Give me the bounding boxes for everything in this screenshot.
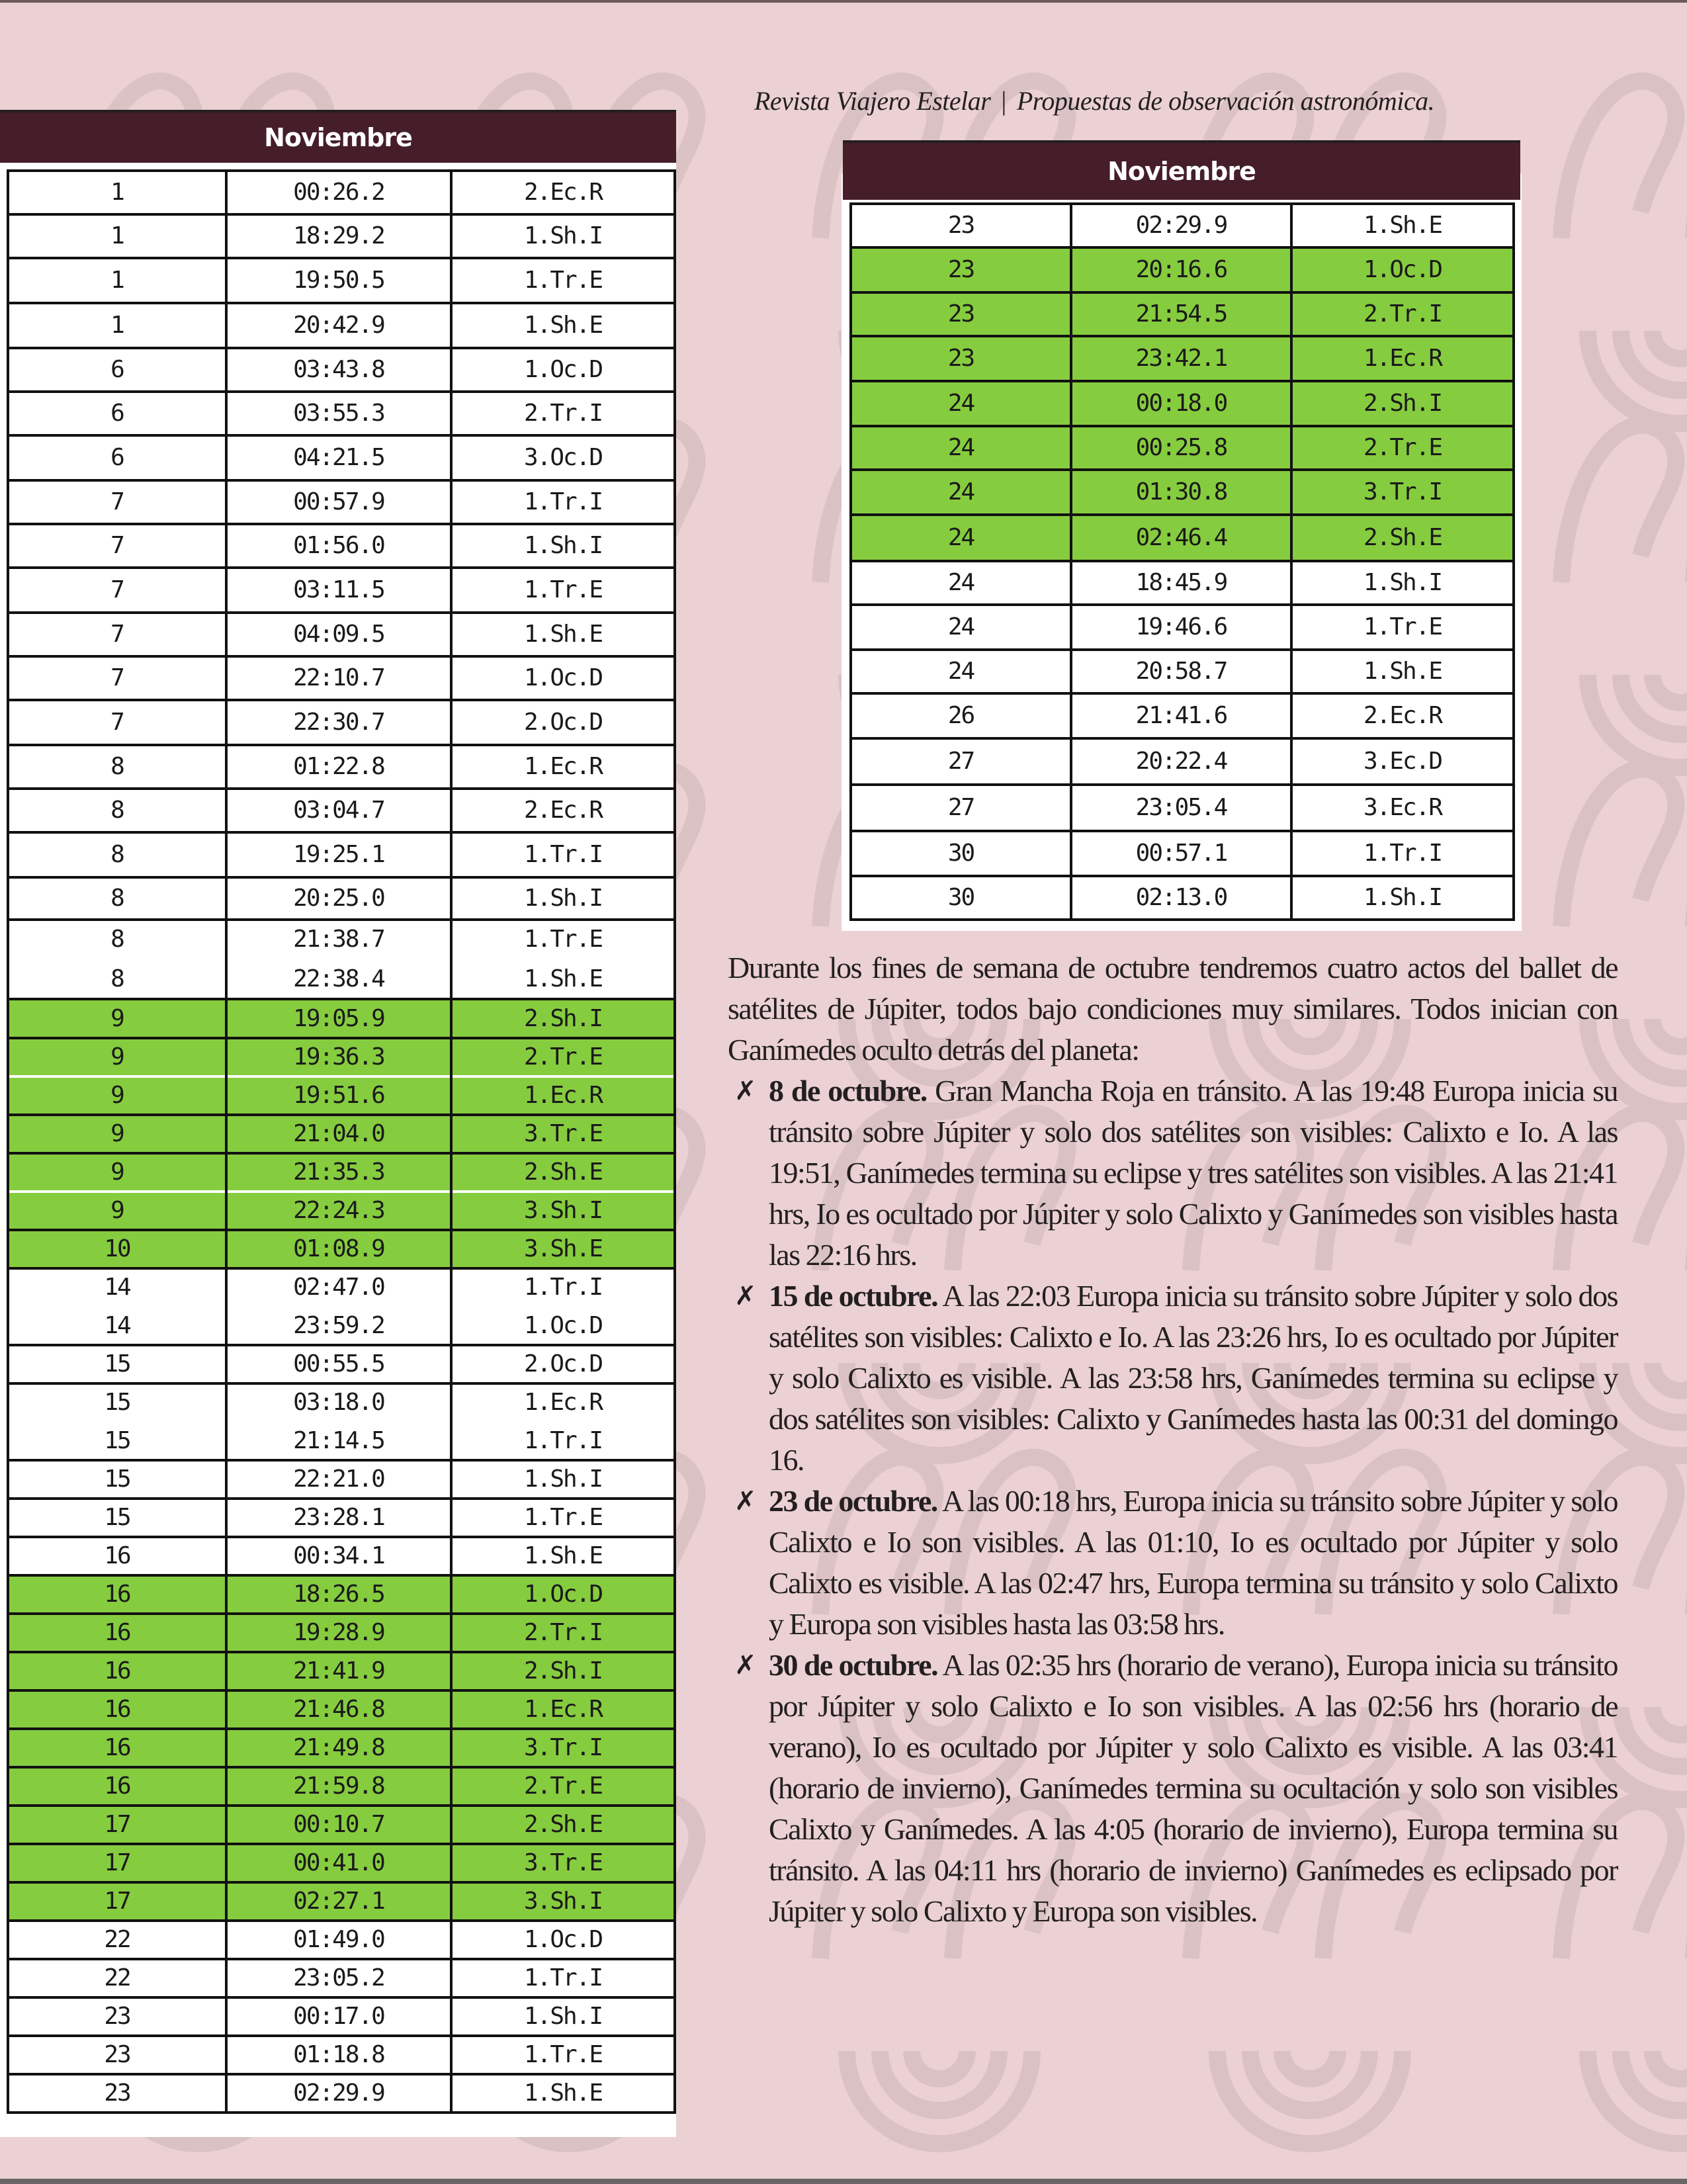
table-row (8, 1806, 675, 1844)
day-cell: 8 (8, 745, 226, 789)
time-cell: 02:46.4 (1071, 515, 1291, 561)
day-cell: 8 (8, 920, 226, 959)
event-cell: 1.Tr.E (451, 568, 675, 613)
running-head-separator: | (1001, 86, 1006, 116)
event-cell: 1.Sh.I (1291, 876, 1514, 920)
day-cell: 9 (8, 1153, 226, 1192)
event-cell: 1.Sh.I (451, 1997, 675, 2036)
table-row (8, 1383, 675, 1422)
time-cell: 19:46.6 (1071, 605, 1291, 650)
table-row (8, 1729, 675, 1767)
watermark-spiral (1653, 1019, 1687, 1047)
section-name: Propuestas de observación astronómica. (1016, 86, 1435, 116)
event-cell: 1.Tr.E (451, 258, 675, 303)
day-cell: 8 (8, 877, 226, 920)
watermark-arch (1561, 769, 1676, 926)
day-cell: 23 (8, 2074, 226, 2113)
table-row (851, 336, 1514, 381)
table-row (851, 381, 1514, 426)
day-cell: 7 (8, 524, 226, 568)
left-table-title: Noviembre (264, 123, 412, 152)
event-item (728, 1645, 1618, 1932)
table-row (8, 832, 675, 877)
table-row (851, 876, 1514, 920)
event-cell: 3.Sh.E (451, 1230, 675, 1268)
time-cell: 23:59.2 (226, 1307, 451, 1345)
time-cell: 03:04.7 (226, 789, 451, 832)
event-cell: 3.Tr.I (451, 1729, 675, 1767)
running-head (754, 85, 1575, 118)
time-cell: 02:27.1 (226, 1882, 451, 1921)
day-cell: 24 (851, 381, 1071, 426)
watermark-spiral (1653, 675, 1687, 703)
table-row (8, 1499, 675, 1537)
time-cell: 01:22.8 (226, 745, 451, 789)
day-cell: 26 (851, 693, 1071, 738)
event-cell: 2.Sh.I (451, 999, 675, 1038)
time-cell: 00:57.9 (226, 480, 451, 524)
table-row (8, 1614, 675, 1652)
event-cell: 1.Oc.D (451, 1921, 675, 1959)
event-date: 15 de octubre. (769, 1279, 938, 1313)
time-cell: 03:55.3 (226, 392, 451, 435)
table-row (8, 1422, 675, 1460)
x-mark-icon: ✗ (734, 1076, 756, 1106)
day-cell: 14 (8, 1268, 226, 1307)
event-cell: 3.Sh.I (451, 1882, 675, 1921)
time-cell: 00:18.0 (1071, 381, 1291, 426)
time-cell: 22:10.7 (226, 656, 451, 700)
article-body (728, 947, 1618, 1932)
event-cell: 2.Ec.R (1291, 693, 1514, 738)
day-cell: 10 (8, 1230, 226, 1268)
time-cell: 19:25.1 (226, 832, 451, 877)
table-row (8, 392, 675, 435)
page-bottom-border (0, 2179, 1687, 2184)
day-cell: 16 (8, 1767, 226, 1806)
time-cell: 21:41.9 (226, 1652, 451, 1690)
event-cell: 1.Sh.I (451, 524, 675, 568)
day-cell: 27 (851, 738, 1071, 785)
time-cell: 03:11.5 (226, 568, 451, 613)
event-cell: 2.Tr.I (451, 1614, 675, 1652)
day-cell: 27 (851, 785, 1071, 831)
day-cell: 8 (8, 832, 226, 877)
day-cell: 30 (851, 831, 1071, 876)
day-cell: 6 (8, 392, 226, 435)
table-row (851, 738, 1514, 785)
time-cell: 00:55.5 (226, 1345, 451, 1383)
table-row (8, 613, 675, 656)
event-cell: 2.Sh.I (451, 1652, 675, 1690)
event-cell: 2.Ec.R (451, 789, 675, 832)
table-row (8, 877, 675, 920)
time-cell: 19:28.9 (226, 1614, 451, 1652)
time-cell: 00:25.8 (1071, 426, 1291, 470)
event-cell: 1.Oc.D (451, 1575, 675, 1614)
day-cell: 7 (8, 656, 226, 700)
table-row (8, 1230, 675, 1268)
event-cell: 1.Sh.I (451, 214, 675, 258)
table-row (8, 1767, 675, 1806)
right-ephemeris-table (849, 202, 1515, 921)
table-row (8, 1690, 675, 1729)
event-cell: 1.Sh.I (451, 877, 675, 920)
time-cell: 00:10.7 (226, 1806, 451, 1844)
day-cell: 9 (8, 1038, 226, 1076)
time-cell: 21:35.3 (226, 1153, 451, 1192)
time-cell: 01:56.0 (226, 524, 451, 568)
event-cell: 2.Tr.I (1291, 292, 1514, 336)
table-row (8, 1038, 675, 1076)
watermark-spiral (1653, 1363, 1687, 1391)
time-cell: 22:38.4 (226, 959, 451, 999)
table-row (8, 656, 675, 700)
table-row (8, 1192, 675, 1230)
time-cell: 04:09.5 (226, 613, 451, 656)
event-cell: 1.Tr.I (451, 832, 675, 877)
watermark-arch (1561, 425, 1676, 582)
table-row (8, 999, 675, 1038)
event-cell: 1.Tr.I (1291, 831, 1514, 876)
event-cell: 2.Oc.D (451, 700, 675, 745)
table-row (851, 605, 1514, 650)
day-cell: 7 (8, 480, 226, 524)
event-cell: 1.Tr.I (451, 1268, 675, 1307)
table-row (8, 1115, 675, 1153)
time-cell: 21:41.6 (1071, 693, 1291, 738)
day-cell: 8 (8, 959, 226, 999)
article-intro: Durante los fines de semana de octubre tendremos cuatro actos del ballet de satélites de Júpiter, todos bajo condiciones muy similares. Todos inician con Ganímedes oculto detrás del planeta: (728, 951, 1618, 1067)
event-cell: 1.Tr.E (451, 1499, 675, 1537)
day-cell: 8 (8, 789, 226, 832)
day-cell: 7 (8, 568, 226, 613)
time-cell: 01:30.8 (1071, 470, 1291, 515)
event-cell: 3.Sh.I (451, 1192, 675, 1230)
table-row (851, 470, 1514, 515)
time-cell: 03:18.0 (226, 1383, 451, 1422)
day-cell: 24 (851, 605, 1071, 650)
table-row (8, 1345, 675, 1383)
day-cell: 1 (8, 303, 226, 348)
time-cell: 19:05.9 (226, 999, 451, 1038)
day-cell: 9 (8, 1115, 226, 1153)
time-cell: 21:49.8 (226, 1729, 451, 1767)
x-mark-icon: ✗ (734, 1650, 756, 1681)
table-row (8, 1882, 675, 1921)
event-cell: 2.Ec.R (451, 171, 675, 214)
table-row (851, 204, 1514, 247)
table-row (8, 1652, 675, 1690)
time-cell: 21:54.5 (1071, 292, 1291, 336)
event-cell: 2.Oc.D (451, 1345, 675, 1383)
time-cell: 18:29.2 (226, 214, 451, 258)
event-cell: 1.Sh.E (451, 2074, 675, 2113)
table-row (8, 1307, 675, 1345)
table-row (8, 1460, 675, 1499)
event-cell: 1.Sh.E (451, 303, 675, 348)
day-cell: 24 (851, 561, 1071, 605)
event-text: A las 22:03 Europa inicia su tránsito sobre Júpiter y solo dos satélites son visibles: Calixto e Io. A las 23:26 hrs, Io es ocultado por Júpiter y solo Calixto es visible. A las 23:58 hrs, Ganímedes termina su eclipse y dos satélites son visibles: Calixto y Ganímedes hasta las 00:31 del domingo 16. (769, 1279, 1618, 1477)
event-item (728, 1070, 1618, 1276)
event-cell: 2.Tr.E (451, 1767, 675, 1806)
watermark-arch (1561, 81, 1676, 238)
time-cell: 19:36.3 (226, 1038, 451, 1076)
event-date: 30 de octubre. (769, 1648, 938, 1682)
event-cell: 2.Sh.I (1291, 381, 1514, 426)
time-cell: 23:42.1 (1071, 336, 1291, 381)
event-cell: 3.Ec.D (1291, 738, 1514, 785)
right-table-title: Noviembre (1107, 157, 1256, 186)
table-row (8, 700, 675, 745)
event-text: Gran Mancha Roja en tránsito. A las 19:48 Europa inicia su tránsito sobre Júpiter y solo dos satélites son visibles: Calixto e Io. A las 19:51, Ganímedes termina su eclipse y tres satélites son visibles. A las 21:41 hrs, Io es ocultado por Júpiter y solo Calixto y Ganímedes son visibles hasta las 22:16 hrs. (769, 1074, 1618, 1272)
watermark-spiral (1653, 331, 1687, 359)
time-cell: 00:26.2 (226, 171, 451, 214)
table-row (8, 524, 675, 568)
table-row (8, 258, 675, 303)
day-cell: 6 (8, 348, 226, 392)
day-cell: 16 (8, 1729, 226, 1767)
table-row (8, 480, 675, 524)
day-cell: 7 (8, 613, 226, 656)
event-cell: 2.Tr.I (451, 392, 675, 435)
event-cell: 1.Sh.E (451, 613, 675, 656)
time-cell: 22:21.0 (226, 1460, 451, 1499)
day-cell: 22 (8, 1921, 226, 1959)
table-row (8, 1959, 675, 1997)
table-row (8, 959, 675, 999)
time-cell: 21:46.8 (226, 1690, 451, 1729)
table-row (8, 1153, 675, 1192)
day-cell: 6 (8, 435, 226, 480)
time-cell: 01:49.0 (226, 1921, 451, 1959)
day-cell: 30 (851, 876, 1071, 920)
day-cell: 9 (8, 1192, 226, 1230)
table-row (8, 435, 675, 480)
table-row (851, 515, 1514, 561)
event-cell: 1.Tr.I (451, 1422, 675, 1460)
time-cell: 02:29.9 (226, 2074, 451, 2113)
time-cell: 23:05.2 (226, 1959, 451, 1997)
event-cell: 2.Tr.E (1291, 426, 1514, 470)
event-cell: 1.Sh.E (1291, 204, 1514, 247)
event-cell: 1.Ec.R (451, 745, 675, 789)
day-cell: 24 (851, 515, 1071, 561)
time-cell: 03:43.8 (226, 348, 451, 392)
table-row (851, 247, 1514, 292)
day-cell: 24 (851, 650, 1071, 693)
time-cell: 22:24.3 (226, 1192, 451, 1230)
magazine-name: Revista Viajero Estelar (754, 86, 991, 116)
table-row (851, 693, 1514, 738)
day-cell: 23 (8, 1997, 226, 2036)
day-cell: 1 (8, 214, 226, 258)
event-cell: 1.Oc.D (451, 348, 675, 392)
time-cell: 20:42.9 (226, 303, 451, 348)
table-row (851, 561, 1514, 605)
day-cell: 23 (851, 247, 1071, 292)
day-cell: 23 (851, 292, 1071, 336)
day-cell: 7 (8, 700, 226, 745)
table-row (8, 1997, 675, 2036)
time-cell: 20:22.4 (1071, 738, 1291, 785)
table-row (8, 568, 675, 613)
time-cell: 00:41.0 (226, 1844, 451, 1882)
event-date: 8 de octubre. (769, 1074, 927, 1108)
day-cell: 16 (8, 1537, 226, 1575)
table-row (8, 2074, 675, 2113)
table-row (8, 1921, 675, 1959)
watermark-spiral (1653, 1707, 1687, 1735)
table-row (851, 785, 1514, 831)
watermark-spiral (912, 2051, 967, 2079)
left-table-header (0, 110, 676, 163)
time-cell: 04:21.5 (226, 435, 451, 480)
table-row (8, 745, 675, 789)
day-cell: 17 (8, 1806, 226, 1844)
day-cell: 1 (8, 171, 226, 214)
table-row (8, 920, 675, 959)
time-cell: 18:45.9 (1071, 561, 1291, 605)
event-cell: 2.Sh.E (451, 1806, 675, 1844)
day-cell: 17 (8, 1882, 226, 1921)
time-cell: 20:16.6 (1071, 247, 1291, 292)
event-cell: 3.Tr.E (451, 1115, 675, 1153)
event-cell: 1.Oc.D (451, 656, 675, 700)
event-cell: 1.Ec.R (451, 1690, 675, 1729)
time-cell: 00:57.1 (1071, 831, 1291, 876)
day-cell: 23 (8, 2036, 226, 2074)
time-cell: 19:50.5 (226, 258, 451, 303)
day-cell: 15 (8, 1499, 226, 1537)
event-text: A las 00:18 hrs, Europa inicia su tránsito sobre Júpiter y solo Calixto e Io son visibles. A las 01:10, Io es ocultado por Júpiter y solo Calixto es visible. A las 02:47 hrs, Europa termina su tránsito y solo Calixto y Europa son visibles hasta las 03:58 hrs. (769, 1484, 1618, 1641)
event-cell: 1.Sh.I (1291, 561, 1514, 605)
time-cell: 21:59.8 (226, 1767, 451, 1806)
day-cell: 14 (8, 1307, 226, 1345)
event-cell: 1.Sh.E (451, 1537, 675, 1575)
event-cell: 1.Oc.D (1291, 247, 1514, 292)
event-cell: 1.Sh.I (451, 1460, 675, 1499)
event-cell: 3.Ec.R (1291, 785, 1514, 831)
table-row (851, 650, 1514, 693)
time-cell: 20:25.0 (226, 877, 451, 920)
event-item (728, 1276, 1618, 1481)
day-cell: 17 (8, 1844, 226, 1882)
table-row (851, 426, 1514, 470)
table-row (8, 1076, 675, 1115)
day-cell: 16 (8, 1575, 226, 1614)
day-cell: 24 (851, 426, 1071, 470)
event-cell: 1.Sh.E (1291, 650, 1514, 693)
event-cell: 3.Tr.E (451, 1844, 675, 1882)
table-row (8, 1844, 675, 1882)
day-cell: 15 (8, 1460, 226, 1499)
time-cell: 19:51.6 (226, 1076, 451, 1115)
time-cell: 00:17.0 (226, 1997, 451, 2036)
event-cell: 1.Oc.D (451, 1307, 675, 1345)
time-cell: 00:34.1 (226, 1537, 451, 1575)
time-cell: 21:14.5 (226, 1422, 451, 1460)
table-row (851, 831, 1514, 876)
event-cell: 1.Ec.R (451, 1383, 675, 1422)
time-cell: 18:26.5 (226, 1575, 451, 1614)
event-item (728, 1481, 1618, 1645)
time-cell: 02:13.0 (1071, 876, 1291, 920)
time-cell: 23:05.4 (1071, 785, 1291, 831)
time-cell: 02:47.0 (226, 1268, 451, 1307)
event-cell: 2.Tr.E (451, 1038, 675, 1076)
day-cell: 9 (8, 1076, 226, 1115)
event-cell: 1.Tr.I (451, 1959, 675, 1997)
watermark-spiral (1653, 2051, 1687, 2079)
event-cell: 1.Ec.R (1291, 336, 1514, 381)
time-cell: 23:28.1 (226, 1499, 451, 1537)
time-cell: 01:18.8 (226, 2036, 451, 2074)
day-cell: 24 (851, 470, 1071, 515)
day-cell: 15 (8, 1383, 226, 1422)
day-cell: 15 (8, 1422, 226, 1460)
table-row (8, 171, 675, 214)
x-mark-icon: ✗ (734, 1486, 756, 1516)
event-cell: 1.Ec.R (451, 1076, 675, 1115)
event-text: A las 02:35 hrs (horario de verano), Europa inicia su tránsito por Júpiter y solo Calixto e Io son visibles. A las 02:56 hrs (horario de verano), Io es ocultado por Júpiter y solo Calixto es visible. A las 03:41 (horario de invierno), Ganímedes termina su ocultación y solo son visibles Calixto y Ganímedes. A las 4:05 (horario de invierno), Europa termina su tránsito. A las 04:11 hrs (horario de invierno) Ganímedes es eclipsado por Júpiter y solo Calixto y Europa son visibles. (769, 1648, 1618, 1928)
day-cell: 16 (8, 1614, 226, 1652)
table-row (8, 348, 675, 392)
table-row (8, 214, 675, 258)
left-ephemeris-table (7, 169, 676, 2114)
day-cell: 16 (8, 1652, 226, 1690)
time-cell: 01:08.9 (226, 1230, 451, 1268)
event-date: 23 de octubre. (769, 1484, 937, 1518)
event-cell: 3.Oc.D (451, 435, 675, 480)
table-row (8, 1575, 675, 1614)
day-cell: 23 (851, 336, 1071, 381)
table-row (8, 789, 675, 832)
event-cell: 2.Sh.E (1291, 515, 1514, 561)
event-cell: 3.Tr.I (1291, 470, 1514, 515)
table-row (8, 303, 675, 348)
time-cell: 22:30.7 (226, 700, 451, 745)
table-row (8, 1268, 675, 1307)
event-cell: 1.Tr.E (451, 2036, 675, 2074)
day-cell: 9 (8, 999, 226, 1038)
day-cell: 22 (8, 1959, 226, 1997)
x-mark-icon: ✗ (734, 1281, 756, 1311)
table-row (8, 2036, 675, 2074)
table-row (8, 1537, 675, 1575)
event-cell: 1.Sh.E (451, 959, 675, 999)
event-cell: 1.Tr.I (451, 480, 675, 524)
event-cell: 2.Sh.E (451, 1153, 675, 1192)
time-cell: 21:04.0 (226, 1115, 451, 1153)
right-table-header (843, 140, 1520, 200)
table-row (851, 292, 1514, 336)
time-cell: 20:58.7 (1071, 650, 1291, 693)
day-cell: 23 (851, 204, 1071, 247)
day-cell: 16 (8, 1690, 226, 1729)
event-list (728, 1070, 1618, 1932)
event-cell: 1.Tr.E (451, 920, 675, 959)
event-cell: 1.Tr.E (1291, 605, 1514, 650)
time-cell: 02:29.9 (1071, 204, 1291, 247)
day-cell: 1 (8, 258, 226, 303)
watermark-spiral (1282, 2051, 1338, 2079)
time-cell: 21:38.7 (226, 920, 451, 959)
day-cell: 15 (8, 1345, 226, 1383)
